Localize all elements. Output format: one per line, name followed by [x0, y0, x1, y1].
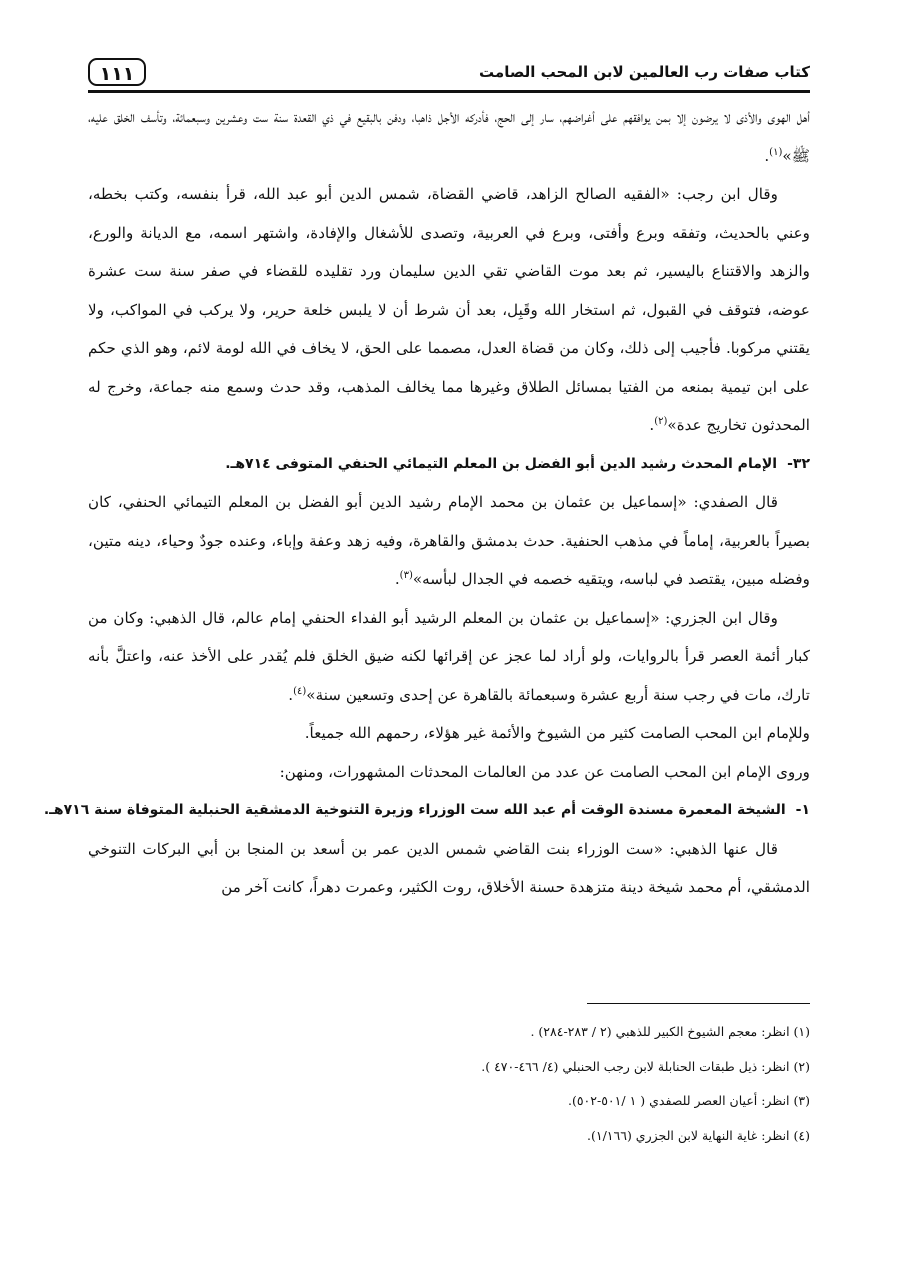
header-rule — [88, 90, 810, 93]
footnote-marker: (١) — [769, 146, 783, 158]
section-heading — [43, 791, 810, 830]
paragraph-text: قال الصفدي: «إسماعيل بن عثمان بن محمد الإمام رشيد الدين أبو الفضل بن المعلم التيمائي الحنفي، كان بصيراً بالعربية، إماماً في مذهب الحنفية. حدث بدمشق والقاهرة، وفيه زهد وعفة وإباء، وعنده جودٌ وحياء، دينه متين، وفضله مبين، يقتصد في لباسه، ويتقيه خصمه في الجدال لبأسه» — [88, 493, 810, 588]
paragraph-text: وقال ابن رجب: «الفقيه الصالح الزاهد، قاضي القضاة، شمس الدين أبو عبد الله، قرأ بنفسه، وكتب بخطه، وعني بالحديث، وتفقه وبرع وأفتى، وبرع في العربية، وتصدى للأشغال والإفادة، واشتهر اسمه، مع الديانة والورع، والزهد والاقتناع باليسير، ثم بعد موت القاضي تقي الدين سليمان ورد تقليده للقضاء في صفر سنة ست عشرة عوضه، فتوقف في القبول، ثم استخار الله وقَبِل، بعد أن شرط أن لا يلبس خلعة حرير، ولا يركب في المواكب، ولا يقتني مركوبا. فأجيب إلى ذلك، وكان من قضاة العدل، مصمما على الحق، لا يخاف في الله لومة لائم، وهو الذي حكم على ابن تيمية بمنعه من الفتيا بمسائل الطلاق وغيرها مما يخالف المذهب، وقد حدث وسمع منه جماعة، وخرج له المحدثون تخاريج عدة» — [88, 185, 810, 434]
book-title: كتاب صفات رب العالمين لابن المحب الصامت — [479, 63, 810, 81]
footnote: (٢) انظر: ذيل طبقات الحنابلة لابن رجب الحنبلي (٤/ ٤٦٦-٤٧٠ ). — [481, 1058, 810, 1074]
paragraph: وللإمام ابن المحب الصامت كثير من الشيوخ والأئمة غير هؤلاء، رحمهم الله جميعاً. — [304, 724, 810, 742]
footnote-marker: (٤) — [293, 685, 307, 697]
running-header — [88, 50, 810, 92]
heading-text: الإمام المحدث رشيد الدين أبو الفضل بن المعلم التيمائي الحنفي المتوفى ٧١٤هـ. — [225, 455, 778, 472]
heading-text: الشيخة المعمرة مسندة الوقت أم عبد الله ست الوزراء وزيرة التنوخية الدمشقية الحنبلية المتوفاة سنة ٧١٦هـ. — [43, 802, 786, 818]
main-text — [43, 98, 810, 907]
footnote: (٣) انظر: أعيان العصر للصفدي ( ١ /٥٠١-٥٠٢). — [567, 1093, 810, 1108]
footnote-marker: (٢) — [654, 415, 668, 427]
paragraph: أهل الهوى والأذى لا يرضون إلا بمن يوافقهم على أغراضهم، سار إلى الحج، فأدركه الأجل ذاهبا، ودفن بالبقيع في ذي القعدة سنة ست وعشرين وسبعمائة، وتأسف الخلق عليه، ﷺ»$^{(١)}$. — [88, 108, 810, 165]
footnote: (٤) انظر: غاية النهاية لابن الجزري (١/١٦٦). — [587, 1127, 810, 1143]
paragraph: وقال ابن الجزري: «إسماعيل بن عثمان بن المعلم الرشيد أبو الفداء الحنفي إمام عالم، قال الذهبي: وكان من كبار أئمة العصر قرأ بالروايات، ولو أراد لما عجز عن إقرائها لكنه ضيق الخلق فلم يُقدر على الأخذ عنه، واعتلَّ بأنه تارك، مات في رجب سنة أربع عشرة وسبعمائة بالقاهرة عن إحدى وتسعين سنة»$^{(٤)}$. — [88, 608, 810, 704]
page-number: ١١١ — [88, 58, 146, 86]
heading-number: ٣٢- — [787, 455, 810, 472]
paragraph: وقال ابن رجب: «الفقيه الصالح الزاهد، قاضي القضاة، شمس الدين أبو عبد الله، قرأ بنفسه، وكتب بخطه، وعني بالحديث، وتفقه وبرع وأفتى، وبرع في العربية، وتصدى للأشغال والإفادة، واشتهر اسمه، مع الديانة والورع، والزهد والاقتناع باليسير، ثم بعد موت القاضي تقي الدين سليمان ورد تقليده للقضاء في صفر سنة ست عشرة عوضه، فتوقف في القبول، ثم استخار الله وقَبِل، بعد أن شرط أن لا يلبس خلعة حرير، ولا يركب في المواكب، ولا يقتني مركوبا. فأجيب إلى ذلك، وكان من قضاة العدل، مصمما على الحق، لا يخاف في الله لومة لائم، وهو الذي حكم على ابن تيمية بمنعه من الفتيا بمسائل الطلاق وغيرها مما يخالف المذهب، وقد حدث وسمع منه جماعة، وخرج له المحدثون تخاريج عدة»$^{(٢)}$. — [88, 185, 810, 434]
paragraph-text: أهل الهوى والأذى لا يرضون إلا بمن يوافقهم على أغراضهم، سار إلى الحج، فأدركه الأجل ذاهبا، ودفن بالبقيع في ذي القعدة سنة ست وعشرين وسبعمائة، وتأسف الخلق عليه، ﷺ» — [88, 108, 810, 165]
paragraph: قال الصفدي: «إسماعيل بن عثمان بن محمد الإمام رشيد الدين أبو الفضل بن المعلم التيمائي الحنفي، كان بصيراً بالعربية، إماماً في مذهب الحنفية. حدث بدمشق والقاهرة، وفيه زهد وعفة وإباء، وعنده جودٌ وحياء، دينه متين، وفضله مبين، يقتصد في لباسه، ويتقيه خصمه في الجدال لبأسه»$^{(٣)}$. — [88, 493, 810, 588]
section-heading — [88, 445, 810, 484]
heading-number: ١- — [795, 802, 810, 818]
footnote: (١) انظر: معجم الشيوخ الكبير للذهبي (٢ / ٢٨٣-٢٨٤) . — [530, 1024, 810, 1039]
footnotes — [90, 1015, 810, 1153]
paragraph: وروى الإمام ابن المحب الصامت عن عدد من العالمات المحدثات المشهورات، ومنهن: — [279, 762, 810, 781]
paragraph: قال عنها الذهبي: «ست الوزراء بنت القاضي شمس الدين عمر بن أسعد بن المنجا بن أبي البركات التنوخي الدمشقي، أم محمد شيخة دينة متزهدة حسنة الأخلاق، روت الكثير، وعمرت دهراً، كانت آخر من — [88, 839, 810, 896]
paragraph-text: وقال ابن الجزري: «إسماعيل بن عثمان بن المعلم الرشيد أبو الفداء الحنفي إمام عالم، قال الذهبي: وكان من كبار أئمة العصر قرأ بالروايات، ولو أراد لما عجز عن إقرائها لكنه ضيق الخلق فلم يُقدر على الأخذ عنه، واعتلَّ بأنه تارك، مات في رجب سنة أربع عشرة وسبعمائة بالقاهرة عن إحدى وتسعين سنة» — [88, 608, 810, 704]
footnote-marker: (٣) — [399, 569, 413, 581]
footnote-separator — [587, 1003, 810, 1004]
